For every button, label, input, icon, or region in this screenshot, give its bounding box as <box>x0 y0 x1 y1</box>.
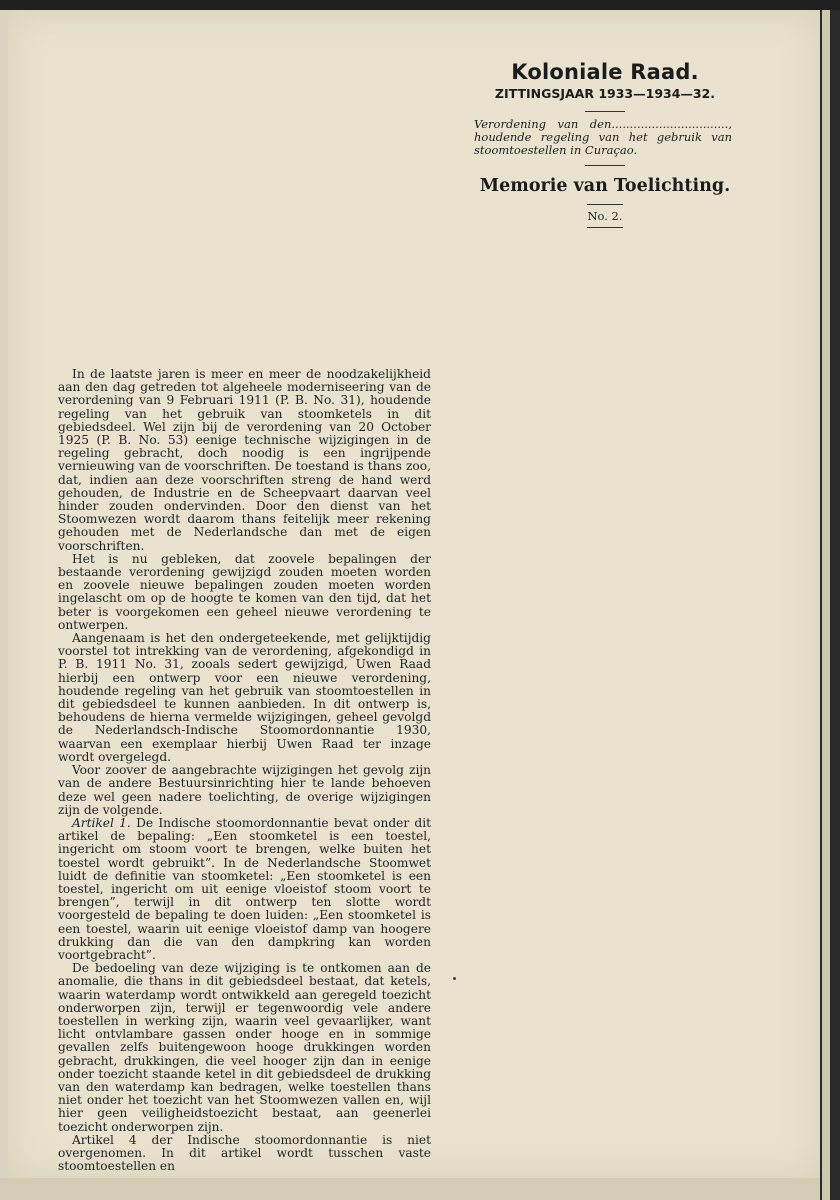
memo-title: Memorie van Toelichting. <box>479 176 731 196</box>
divider <box>587 204 623 205</box>
paragraph: Aangenaam is het den ondergeteekende, met gelijktijdig voorstel tot intrekking van de verordening, afgekondigd in P. B. 1911 No. 31, zooals sedert gewijzigd, Uwen Raad hierbij een ontwerp voor een nieuwe verordening, houdende regeling van het gebruik van stoomtoestellen in dit gebiedsdeel te kunnen aanbieden. In dit ontwerp is, behoudens de hierna vermelde wijzigingen, geheel gevolgd de Nederlandsch-Indische Stoomordonnantie 1930, waarvan een exemplaar hierbij Uwen Raad ter inzage wordt overgelegd. <box>58 631 431 764</box>
divider <box>585 111 625 112</box>
divider <box>587 227 623 228</box>
paragraph: Artikel 4 der Indische stoomordonnantie is niet overgenomen. In dit artikel wordt tusschen vaste stoomtoestellen en <box>58 1132 431 1174</box>
paragraph: Het is nu gebleken, dat zoovele bepalingen der bestaande verordening gewijzigd zouden moeten worden en zoovele nieuwe bepalingen zouden moeten worden ingelascht om op de hoogte te komen van den tijd, dat het beter is voorgekomen een geheel nieuwe verordening te ontwerpen. <box>58 551 431 632</box>
paragraph <box>58 817 431 962</box>
paragraph: De bedoeling van deze wijziging is te ontkomen aan de anomalie, die thans in dit gebiedsdeel bestaat, dat ketels, waarin waterdamp wordt ontwikkeld aan geregeld toezicht onderworpen zijn, terwijl er tegenwoordig vele andere toestellen in werking zijn, waarin veel gevaarlijker, want licht ontvlambare gassen onder hooge en in sommige gevallen zelfs buitengewoon hooge drukkingen worden gebracht, drukkingen, die veel hooger zijn dan in eenige onder toezicht staande ketel in dit gebiedsdeel de drukking van den waterdamp kan bedragen, welke toestellen thans niet onder het toezicht van het Stoomwezen vallen en, wijl hier geen veiligheidstoezicht bestaat, aan geenerlei toezicht onderworpen zijn. <box>58 961 431 1134</box>
session-year: ZITTINGSJAAR 1933—1934—32. <box>494 86 716 101</box>
document-number: No. 2. <box>587 209 623 223</box>
paragraph: Voor zoover de aangebrachte wijzigingen het gevolg zijn van de andere Bestuursinrichting hier te lande behoeven deze wel geen nadere toelichting, de overige wijzigingen zijn de volgende. <box>58 763 431 817</box>
document-header <box>470 60 740 228</box>
paragraph: In de laatste jaren is meer en meer de noodzakelijkheid aan den dag getreden tot algeheele moderniseering van de verordening van 9 Februari 1911 (P. B. No. 31), houdende regeling van het gebruik van stoomketels in dit gebiedsdeel. Wel zijn bij de verordening van 20 October 1925 (P. B. No. 53) eenige technische wijzigingen in de regeling gebracht, doch noodig is een ingrijpende vernieuwing van de voorschriften. De toestand is thans zoo, dat, indien aan deze voorschriften streng de hand werd gehouden, de Industrie en de Scheepvaart daarvan veel hinder zouden ondervinden. Door den dienst van het Stoomwezen wordt daarom thans feitelijk meer rekening gehouden met de Nederlandsche dan met de eigen voorschriften. <box>58 367 431 553</box>
page-edge-right <box>820 10 840 1200</box>
ink-speck <box>453 977 456 980</box>
body-text <box>58 368 431 1173</box>
regulation-title: Verordening van den................................, houdende regeling van het gebruik van stoomtoestellen in Curaçao. <box>474 117 732 157</box>
article-label: Artikel 1. <box>72 815 131 830</box>
paragraph-text: De Indische stoomordonnantie bevat onder dit artikel de bepaling: „Een stoomketel is een toestel, ingericht om stoom voort te brengen, welke buiten het toestel wordt gebruikt”. In de Nederlandsche Stoomwet luidt de definitie van stoomketel: „Een stoomketel is een toestel, ingericht om uit eenige vloeistof stoom voort te brengen”, terwijl in dit ontwerp ten slotte wordt voorgesteld de bepaling te doen luiden: „Een stoomketel is een toestel, waarin uit eenige vloeistof damp van hoogere drukking dan die van den dampkring kan worden voortgebracht”. <box>58 815 432 962</box>
top-border <box>0 0 840 10</box>
page-edge-bottom <box>0 1178 820 1200</box>
council-title: Koloniale Raad. <box>511 60 699 84</box>
divider <box>585 165 625 166</box>
